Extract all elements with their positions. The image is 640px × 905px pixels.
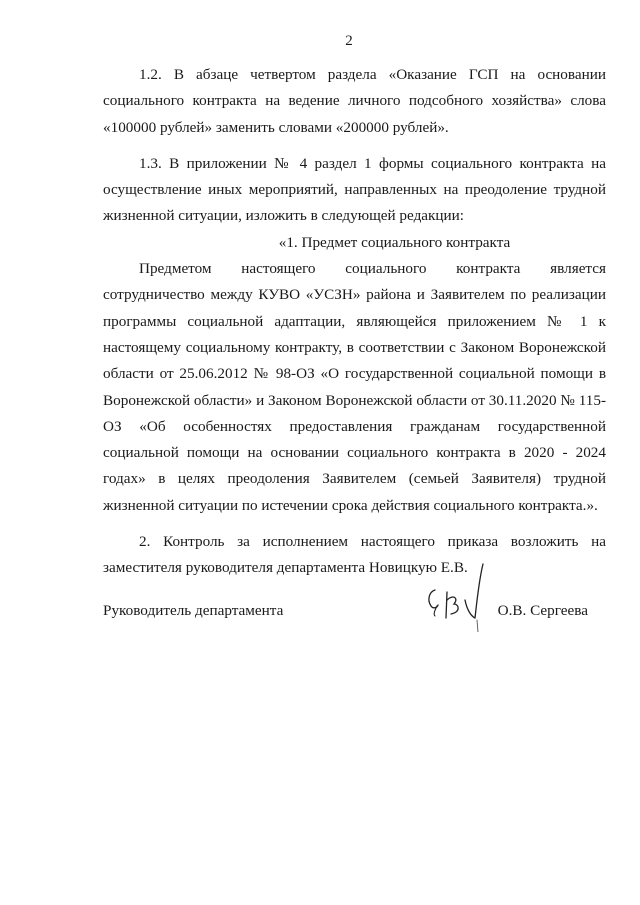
document-body [103,62,606,582]
handwritten-signature [421,560,495,632]
signer-name: О.В. Сергеева [497,602,588,619]
signer-title: Руководитель департамента [103,602,284,619]
signature-block [103,598,588,638]
page-number: 2 [345,33,353,49]
paragraph-1-3: 1.3. В приложении № 4 раздел 1 формы социального контракта на осуществление иных мероприятий, направленных на преодоление трудной жизненной ситуации, изложить в следующей редакции: [103,154,606,225]
paragraph-1-2: 1.2. В абзаце четвертом раздела «Оказание ГСП на основании социального контракта на ведение личного подсобного хозяйства» слова «100000 рублей» заменить словами «200000 рублей». [103,66,606,136]
paragraph-contract-subject: Предметом настоящего социального контракта является сотрудничество между КУВО «УСЗН» района и Заявителем по реализации программы социальной адаптации, являющейся приложением № 1 к настоящему социальному контракту, в соответствии с Законом Воронежской области от 25.06.2012 № 98-ОЗ «О государственной социальной помощи в Воронежской области» и Законом Воронежской области от 30.11.2020 № 115-ОЗ «Об особенностях предоставления гражданам государственной социальной помощи на основании социального контракта в 2020 - 2024 годах» в целях преодоления Заявителем (семьей Заявителя) трудной жизненной ситуации по истечении срока действия социального контракта.». [103,260,606,514]
section-heading: «1. Предмет социального контракта [278,233,511,251]
paragraph-2: 2. Контроль за исполнением настоящего приказа возложить на заместителя руководителя департамента Новицкую Е.В. [103,533,606,577]
